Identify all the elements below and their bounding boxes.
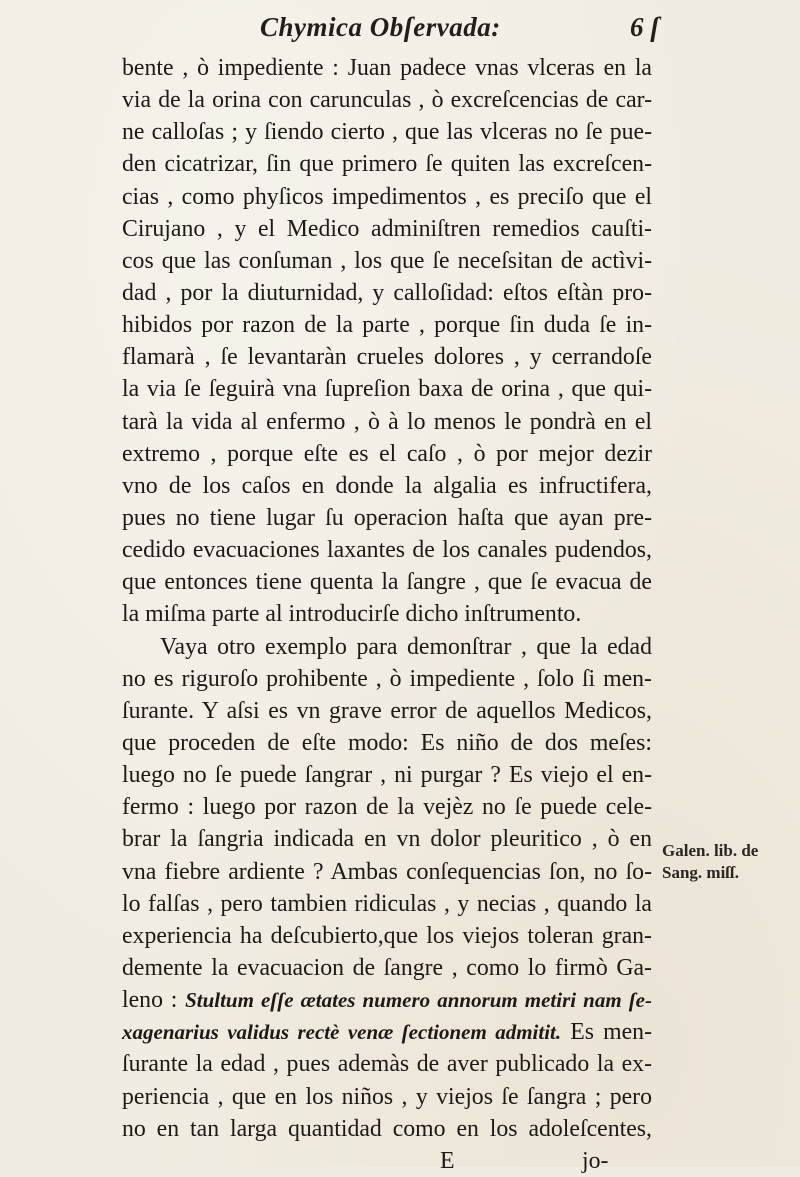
text-line: ſurante la edad , pues ademàs de aver publicado la ex- (122, 1051, 652, 1078)
text-line: la via ſe ſeguirà vna ſupreſion baxa de orina , que qui- (122, 376, 652, 403)
text-line: periencia , que en los niños , y viejos ſe ſangra ; pero (122, 1083, 652, 1110)
latin-quotation-start: Stultum eſſe ætates numero annorum metiri nam ſe- (185, 988, 652, 1013)
text-line: brar la ſangria indicada en vn dolor pleuritico , ò en (122, 826, 652, 853)
text-line: luego no ſe puede ſangrar , ni purgar ? Es viejo el en- (122, 762, 652, 789)
running-head (0, 10, 700, 46)
text-line: ne calloſas ; y ſiendo cierto , que las vlceras no ſe pue- (122, 119, 652, 146)
text-line: la miſma parte al introducirſe dicho inſtrumento. (122, 601, 582, 628)
text-line: no en tan larga quantidad como en los adoleſcentes, (122, 1115, 652, 1142)
text-line: lo falſas , pero tambien ridiculas , y necias , quando la (122, 890, 652, 917)
text-line: flamarà , ſe levantaràn crueles dolores , y cerrandoſe (122, 344, 652, 371)
text-line: Cirujano , y el Medico adminiſtren remedios cauſti- (122, 215, 652, 242)
latin-quotation-end: xagenarius validus rectè venæ ſectionem admitit. (122, 1020, 562, 1045)
galen-citation-lead: leno : (122, 987, 178, 1014)
page-footer-row (122, 1145, 652, 1177)
text-line: experiencia ha deſcubierto,que los viejos toleran gran- (122, 922, 652, 949)
text-line: bente , ò impediente : Juan padece vnas vlceras en la (122, 55, 652, 81)
catchword: jo- (582, 1147, 609, 1174)
marginal-note (662, 840, 782, 884)
text-line: hibidos por razon de la parte , porque ſin duda ſe in- (122, 312, 652, 339)
marginal-note-line: Galen. lib. de (662, 841, 759, 860)
text-line-with-quote (122, 984, 652, 1016)
body-text (122, 52, 652, 1177)
marginal-note-line: Sang. miſſ. (662, 863, 739, 882)
text-line: dad , por la diuturnidad, y calloſidad: eſtos eſtàn pro- (122, 279, 652, 306)
text-line: vna fiebre ardiente ? Ambas conſequencias ſon, no ſo- (122, 858, 652, 885)
signature-mark: E (440, 1147, 455, 1174)
text-fragment: Es men- (570, 1019, 652, 1046)
text-line: den cicatrizar, ſin que primero ſe quiten las excreſcen- (122, 151, 652, 178)
text-line: extremo , porque eſte es el caſo , ò por mejor dezir (122, 440, 652, 467)
text-line: cias , como phyſicos impedimentos , es preciſo que el (122, 183, 652, 210)
text-line-with-quote (122, 1016, 652, 1048)
text-line: demente la evacuacion de ſangre , como lo firmò Ga- (122, 954, 652, 981)
paragraph-start-line: Vaya otro exemplo para demonſtrar , que la edad (160, 633, 652, 660)
text-line: via de la orina con carunculas , ò excreſcencias de car- (122, 87, 652, 114)
page-number: 6 ſ (630, 12, 660, 42)
text-line: cos que las conſuman , los que ſe neceſsitan de actìvi- (122, 247, 652, 274)
text-line: que entonces tiene quenta la ſangre , que ſe evacua de (122, 569, 652, 596)
text-line: pues no tiene lugar ſu operacion haſta que ayan pre- (122, 504, 652, 531)
running-title: Chymica Obſervada: (260, 12, 501, 42)
text-line: que proceden de eſte modo: Es niño de dos meſes: (122, 729, 652, 756)
text-line: vno de los caſos en donde la algalia es infructifera, (122, 472, 652, 499)
text-line: fermo : luego por razon de la vejèz no ſe puede cele- (122, 794, 652, 821)
text-line: tarà la vida al enfermo , ò à lo menos le pondrà en el (122, 408, 652, 435)
text-line: no es riguroſo prohibente , ò impediente , ſolo ſi men- (122, 665, 652, 692)
text-line: cedido evacuaciones laxantes de los canales pudendos, (122, 537, 652, 564)
text-line: ſurante. Y aſsi es vn grave error de aquellos Medicos, (122, 697, 652, 724)
